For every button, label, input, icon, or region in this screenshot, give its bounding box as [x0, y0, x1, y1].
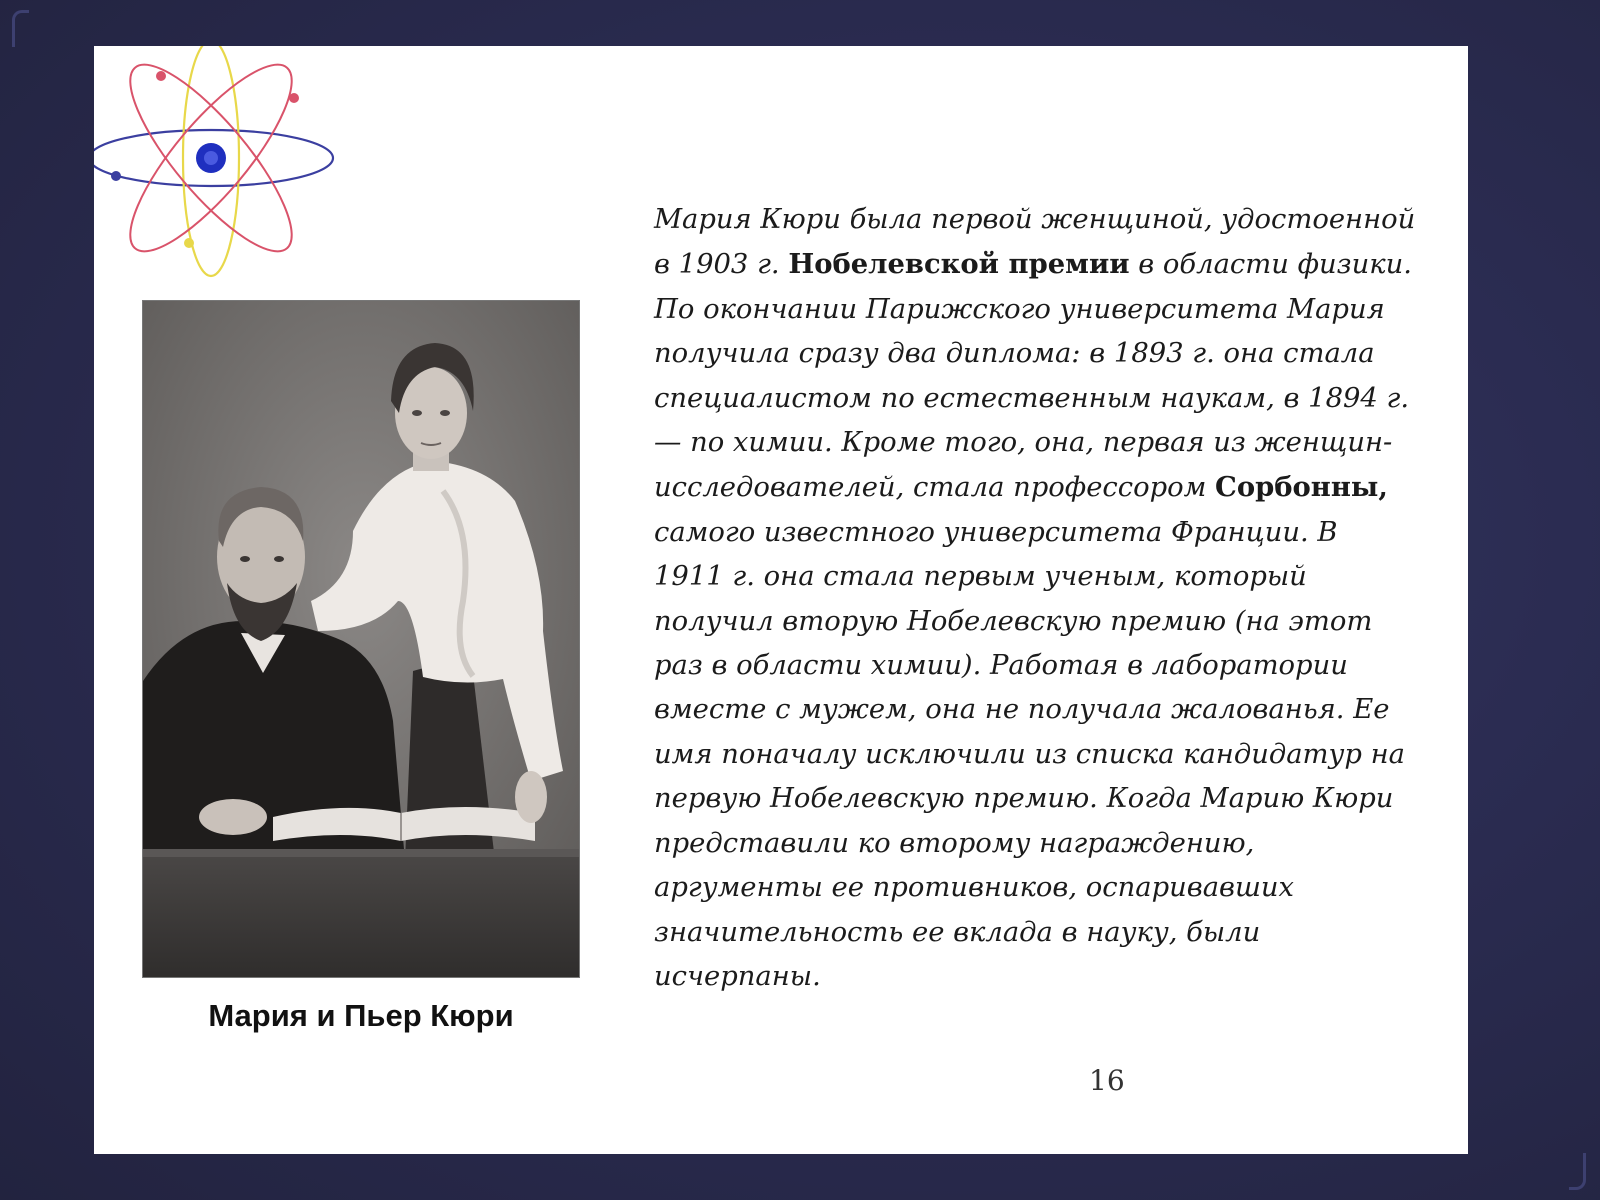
body-text-line [654, 555, 1414, 599]
text-run: Мария Кюри была первой женщиной, удостоенной [654, 204, 1416, 235]
text-run: аргументы ее противников, оспаривавших [654, 872, 1295, 904]
body-text-line [654, 377, 1414, 421]
body-text-line [654, 288, 1414, 332]
photo-caption: Мария и Пьер Кюри [208, 998, 514, 1033]
text-run: исчерпаны. [654, 960, 821, 992]
body-text-line [654, 198, 1414, 242]
page-number: 16 [1089, 1064, 1125, 1097]
body-text-line [654, 733, 1414, 777]
text-run: специалистом по естественным наукам, в 1894 г. [654, 382, 1410, 414]
text-run: По окончании Парижского университета Мария [654, 293, 1385, 325]
body-text-line [654, 777, 1414, 821]
slide [94, 46, 1468, 1154]
body-text-line [654, 242, 1414, 287]
body-text-line [654, 600, 1414, 644]
text-run: получила сразу два диплома: в 1893 г. она стала [654, 338, 1375, 370]
text-run: вместе с мужем, она не получала жалованья. Ее [654, 694, 1390, 726]
text-run: раз в области химии). Работая в лаборатории [654, 650, 1348, 682]
text-run: в 1903 г. [654, 249, 789, 281]
body-text-line [654, 911, 1414, 955]
text-run: представили ко второму награждению, [654, 827, 1255, 859]
text-run: — по химии. Кроме того, она, первая из женщин- [654, 427, 1393, 459]
portrait-photo [142, 300, 580, 978]
body-text-line [654, 866, 1414, 910]
body-text [654, 198, 1414, 999]
text-run: исследователей, стала профессором [654, 472, 1216, 504]
body-text-line [654, 332, 1414, 376]
atom-icon [94, 46, 344, 296]
text-run: в области физики. [1129, 249, 1412, 281]
corner-bracket-top-left [12, 10, 29, 47]
body-text-line [654, 511, 1414, 555]
body-text-line [654, 465, 1414, 510]
body-text-line [654, 644, 1414, 688]
body-text-line [654, 822, 1414, 866]
text-run: значительность ее вклада в науку, были [654, 916, 1261, 948]
corner-bracket-bottom-right [1569, 1153, 1586, 1190]
body-text-line [654, 955, 1414, 999]
body-text-line [654, 421, 1414, 465]
text-run: 1911 г. она стала первым ученым, который [654, 561, 1307, 593]
text-run: первую Нобелевскую премию. Когда Марию Кюри [654, 783, 1394, 815]
text-run: получил вторую Нобелевскую премию (на этот [654, 605, 1373, 637]
text-run: самого известного университета Франции. В [654, 516, 1338, 548]
bold-phrase: Сорбонны, [1215, 471, 1388, 504]
bold-phrase: Нобелевской премии [788, 248, 1130, 281]
body-text-line [654, 688, 1414, 732]
text-run: имя поначалу исключили из списка кандидатур на [654, 738, 1405, 770]
